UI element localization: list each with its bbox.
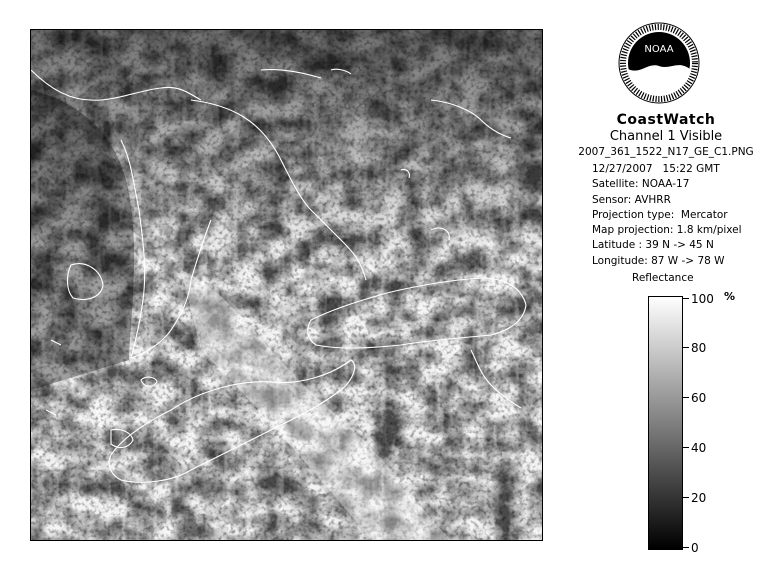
colorbar-tick <box>683 397 689 398</box>
colorbar-title: Reflectance <box>632 272 694 284</box>
colorbar <box>648 296 683 550</box>
logo-center-text: NOAA <box>644 44 674 55</box>
map-projection-text: Map projection: 1.8 km/pixel <box>592 224 742 237</box>
colorbar-tick-label: 40 <box>691 441 707 455</box>
noaa-logo <box>618 22 700 104</box>
app-title: CoastWatch <box>616 112 716 128</box>
satellite-image <box>30 29 543 541</box>
colorbar-tick-label: 20 <box>691 491 707 505</box>
projection-type-text: Projection type: Mercator <box>592 208 728 221</box>
metadata-panel <box>592 162 742 269</box>
colorbar-tick <box>683 298 689 299</box>
datetime-text: 12/27/2007 15:22 GMT <box>592 163 720 175</box>
colorbar-tick-label: 0 <box>691 541 699 555</box>
colorbar-tick-label: 80 <box>691 341 707 355</box>
colorbar-tick <box>683 547 689 548</box>
colorbar-unit: % <box>724 290 736 303</box>
latitude-text: Latitude : 39 N -> 45 N <box>592 239 714 252</box>
colorbar-tick <box>683 447 689 448</box>
map-svg <box>31 30 542 540</box>
colorbar-tick <box>683 497 689 498</box>
colorbar-tick <box>683 347 689 348</box>
satellite-text: Satellite: NOAA-17 <box>592 178 690 191</box>
colorbar-tick-label: 100 <box>691 292 714 306</box>
sensor-text: Sensor: AVHRR <box>592 193 671 206</box>
channel-subtitle: Channel 1 Visible <box>609 129 723 144</box>
longitude-text: Longitude: 87 W -> 78 W <box>592 254 725 267</box>
file-name: 2007_361_1522_N17_GE_C1.PNG <box>578 146 754 158</box>
colorbar-tick-label: 60 <box>691 391 707 405</box>
